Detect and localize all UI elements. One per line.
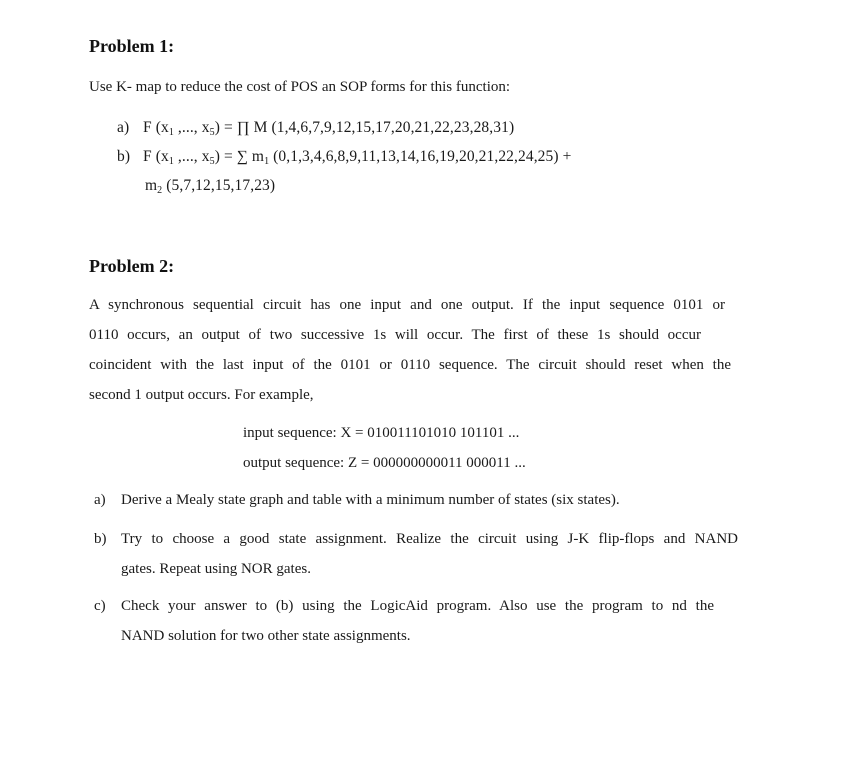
item-b-cont-m: m — [145, 177, 158, 194]
problem2-para-line-4: second 1 output occurs. For example, — [89, 387, 314, 403]
problem2-item-c-line-1: Check your answer to (b) using the LogicAid program. Also use the program to nd the — [121, 598, 714, 614]
item-b-mid: ,..., x — [173, 148, 210, 165]
item-a-sub1: 1 — [168, 127, 174, 138]
input-sequence: input sequence: X = 010011101010 101101 ... — [243, 425, 520, 441]
output-sequence: output sequence: Z = 000000000011 000011 ... — [243, 455, 526, 471]
problem2-item-b-line-2: gates. Repeat using NOR gates. — [121, 561, 311, 577]
problem2-item-b-line-1: Try to choose a good state assignment. Realize the circuit using J-K flip-flops and NAND — [121, 531, 738, 547]
problem1-title: Problem 1: — [89, 36, 175, 56]
problem2-para-line-1: A synchronous sequential circuit has one input and one output. If the input sequence 0101 or — [89, 297, 725, 313]
problem2-title: Problem 2: — [89, 256, 175, 276]
item-a-expr: ) = ∏ M (1,4,6,7,9,12,15,17,20,21,22,23,28,31) — [214, 119, 515, 136]
item-b-func: F (x — [143, 148, 169, 165]
item-a-func: F (x — [143, 119, 169, 136]
item-b-sub3: 1 — [264, 156, 270, 167]
item-b-expr1: ) = ∑ m — [214, 148, 265, 165]
problem2-item-a-line-1: Derive a Mealy state graph and table with a minimum number of states (six states). — [121, 492, 620, 508]
problem2-item-c-label: c) — [94, 598, 106, 614]
item-a-sub2: 5 — [209, 127, 215, 138]
problem2-para-line-2: 0110 occurs, an output of two successive 1s will occur. The first of these 1s should occur — [89, 327, 701, 343]
item-b-sub1: 1 — [168, 156, 174, 167]
problem1-item-b — [117, 148, 571, 167]
problem2-item-c-line-2: NAND solution for two other state assignments. — [121, 628, 411, 644]
problem2-item-a-label: a) — [94, 492, 106, 508]
item-b-cont: (5,7,12,15,17,23) — [162, 177, 276, 194]
problem1-item-b-continuation — [145, 177, 275, 196]
problem2-para-line-3: coincident with the last input of the 0101 or 0110 sequence. The circuit should reset when the — [89, 357, 731, 373]
item-b-label: b) — [117, 148, 131, 165]
problem1-intro: Use K- map to reduce the cost of POS an SOP forms for this function: — [89, 79, 511, 95]
problem2-item-b-label: b) — [94, 531, 107, 547]
item-b-expr2: (0,1,3,4,6,8,9,11,13,14,16,19,20,21,22,24,25) + — [269, 148, 572, 165]
item-a-label: a) — [117, 119, 130, 136]
item-b-sub2: 5 — [209, 156, 215, 167]
item-a-mid: ,..., x — [173, 119, 210, 136]
item-b-sub4: 2 — [157, 185, 163, 196]
problem1-item-a — [117, 119, 514, 138]
